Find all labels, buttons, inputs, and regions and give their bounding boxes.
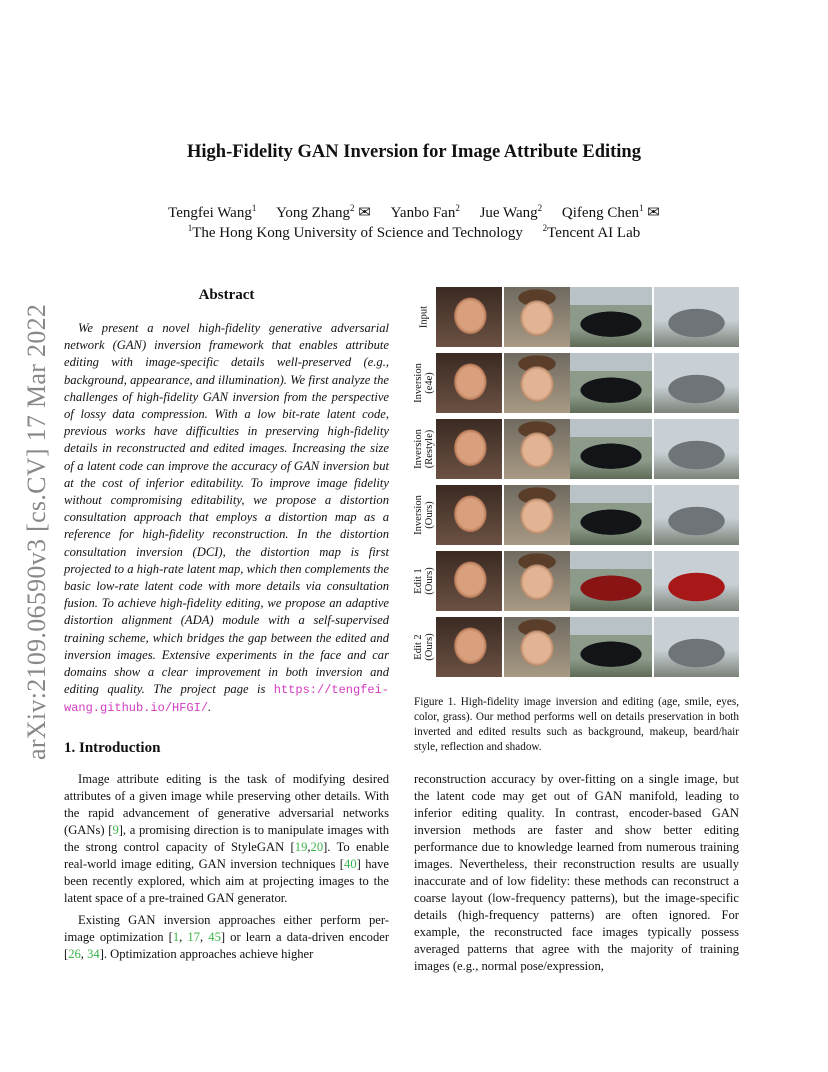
figure-image	[436, 419, 502, 479]
figure-image	[570, 617, 652, 677]
figure-image	[654, 287, 739, 347]
figure-row-label	[414, 485, 434, 545]
citation-link[interactable]: 19	[294, 840, 308, 854]
figure-image	[504, 617, 570, 677]
figure-image	[654, 419, 739, 479]
figure-row-label-line: (e4e)	[424, 372, 435, 394]
figure-image	[436, 551, 502, 611]
figure-image	[504, 287, 570, 347]
author: Qifeng Chen$^1$ ✉	[561, 203, 660, 221]
figure-image	[570, 353, 652, 413]
paper-title: High-Fidelity GAN Inversion for Image Attribute Editing	[187, 142, 641, 162]
figure-image	[436, 353, 502, 413]
affiliation: $^1$The Hong Kong University of Science and Technology	[187, 223, 523, 241]
affiliation-list	[0, 225, 828, 242]
figure-image	[654, 353, 739, 413]
abstract-body: We present a novel high-fidelity generative adversarial network (GAN) inversion framework that enables attribute editing with image-specific details well-preserved (e.g., background, appearance, and illumination). We first analyze the challenges of high-fidelity GAN inversion from the perspective of lossy data compression. With a low bit-rate latent code, previous works have difficulties in preserving high-fidelity details in reconstructed and edited images. Increasing the size of a latent code can improve the accuracy of GAN inversion but at the cost of inferior editability. To improve image fidelity without compromising editability, we propose a distortion consultation approach that employs a distortion map as a reference for high-fidelity reconstruction. In the distortion consultation inversion (DCI), the distortion map is first projected to a high-rate latent map, which then complements the basic low-rate latent code with more details via consultation fusion. To achieve high-fidelity editing, we propose an adaptive distortion alignment (ADA) module with a self-supervised training scheme, which bridges the gap between the edited and inversion images. Extensive experiments in the face and car domains show a clear improvement in both inversion and editing quality. The project page is https://tengfei-wang.github.io/HFGI/.	[64, 321, 389, 716]
figure-1	[414, 287, 739, 677]
figure-image	[504, 485, 570, 545]
abstract-heading: Abstract	[198, 287, 255, 303]
figure-row-label-line: (Ours)	[424, 633, 435, 661]
citation-link[interactable]: 20	[310, 840, 324, 854]
arxiv-stamp: arXiv:2109.06590v3 [cs.CV] 17 Mar 2022	[22, 303, 51, 760]
figure-image	[654, 617, 739, 677]
envelope-icon: ✉	[647, 205, 660, 221]
project-page-link[interactable]: https://tengfei-wang.github.io/HFGI/	[64, 683, 389, 716]
figure-row-label-line: (Ours)	[424, 501, 435, 529]
figure-row-label-line: Inversion	[413, 363, 424, 403]
right-column-body: reconstruction accuracy by over-fitting on a single image, but the latent code may get out of GAN manifold, leading to inferior editing quality. In contrast, encoder-based GAN inversion methods are faster and show better editing performance due to knowledge learned from numerous training images. Nevertheless, their reconstruction results are usually inaccurate and of low fidelity: these methods can reconstruct a coarse layout (low-frequency patterns), but the image-specific details (high-frequency patterns) are often ignored. For example, the reconstructed face images typically possess averaged patterns that agree with the majority of training images (e.g., normal pose/expression,	[414, 772, 739, 973]
figure-image	[570, 419, 652, 479]
figure-row-label	[414, 617, 434, 677]
figure-image	[570, 551, 652, 611]
figure-row-label-line: (Ours)	[424, 567, 435, 595]
figure-image	[504, 419, 570, 479]
figure-image	[504, 353, 570, 413]
author: Tengfei Wang$^1$	[168, 203, 257, 221]
figure-row-label	[414, 287, 434, 347]
introduction-body: Image attribute editing is the task of modifying desired attributes of a given image while preserving other details. With the rapid advancement of generative adversarial networks (GANs) [9], a promising direction is to manipulate images with the strong control capacity of StyleGAN [19,20]. To enable real-world image editing, GAN inversion techniques [40] have been recently explored, which aim at projecting images to the latent space of a pre-trained GAN generator. Existing GAN inversion approaches either perform per-image optimization [1, 17, 45] or learn a data-driven encoder [26, 34]. Optimization approaches achieve higher	[64, 772, 390, 961]
author: Yanbo Fan$^2$	[390, 203, 460, 221]
figure-image	[504, 551, 570, 611]
section-heading-introduction: 1. Introduction	[64, 740, 161, 756]
figure-row-label-line: Inversion	[413, 429, 424, 469]
figure-row-label	[414, 551, 434, 611]
figure-row-label-line: Inversion	[413, 495, 424, 535]
citation-link[interactable]: 40	[344, 857, 357, 871]
citation-link[interactable]: 26	[68, 947, 81, 961]
author: Yong Zhang$^2$ ✉	[276, 203, 371, 221]
figure-row-label-line: Edit 1	[413, 568, 424, 594]
affiliation: $^2$Tencent AI Lab	[542, 223, 641, 241]
citation-link[interactable]: 17	[187, 930, 200, 944]
author: Jue Wang$^2$	[479, 203, 543, 221]
citation-link[interactable]: 34	[87, 947, 100, 961]
citation-link[interactable]: 9	[112, 823, 119, 837]
figure-image	[436, 617, 502, 677]
figure-row-label	[414, 353, 434, 413]
figure-row-label-line: (Restyle)	[424, 429, 435, 469]
figure-row-label	[414, 419, 434, 479]
citation-link[interactable]: 45	[208, 930, 221, 944]
figure-image	[654, 551, 739, 611]
figure-image	[654, 485, 739, 545]
author-list	[0, 203, 828, 222]
citation-link[interactable]: 1	[172, 930, 180, 944]
figure-image	[570, 485, 652, 545]
figure-image	[436, 485, 502, 545]
figure-image	[436, 287, 502, 347]
envelope-icon: ✉	[358, 205, 371, 221]
figure-caption: Figure 1. High-fidelity image inversion and editing (age, smile, eyes, color, grass). Our method performs well on details preservation in both inverted and edited results such as background, makeup, beard/hair style, reflection and shadow.	[414, 696, 739, 753]
figure-row-label-line: Edit 2	[413, 634, 424, 660]
figure-image	[570, 287, 652, 347]
figure-row-label-line: Input	[418, 305, 430, 329]
